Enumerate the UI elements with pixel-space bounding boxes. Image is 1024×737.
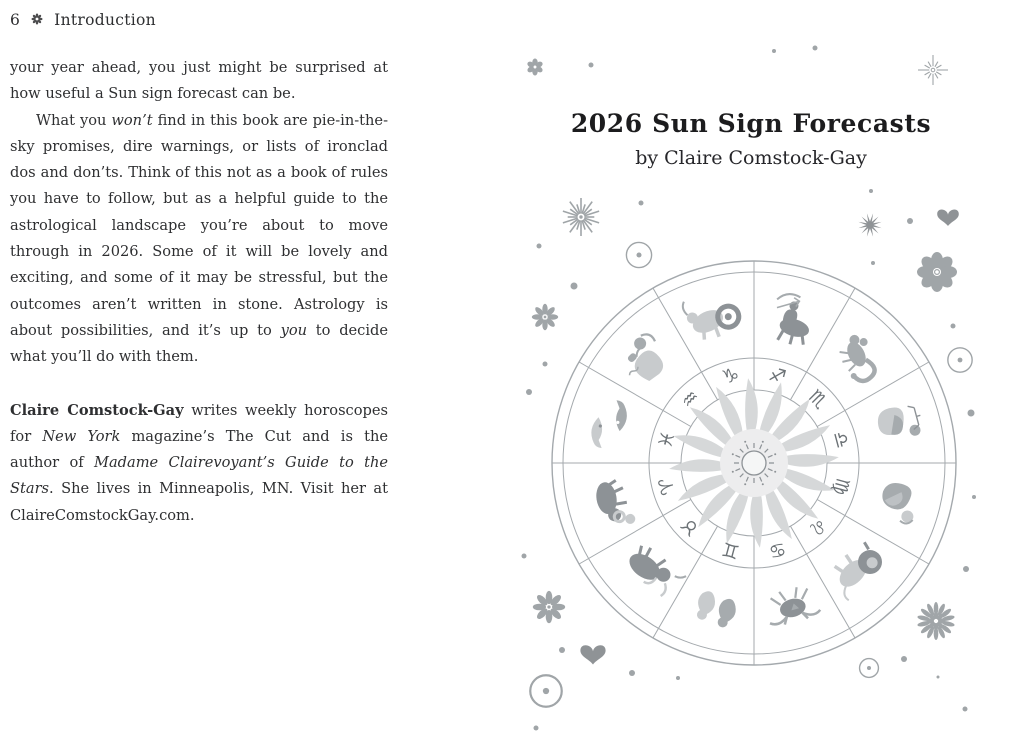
ring-dot-icon [860,659,879,678]
cancer-glyph: ♋ [766,537,789,563]
dot [676,676,680,680]
author-bio [10,398,388,529]
paragraph [10,55,388,108]
dot [972,495,976,499]
dahlia-icon [917,602,955,640]
dot [963,707,968,712]
text-run: you [280,321,308,339]
text-run: . She lives in Minneapolis, MN. Visit her at ClaireComstockGay.com. [10,480,388,524]
libra-glyph: ♎ [828,428,854,451]
text-run: your year ahead, you just might be surprised at how useful a Sun sign forecast can be. [10,59,388,103]
flower6-icon [526,59,543,76]
pisces-glyph: ♓ [654,428,680,451]
text-run: writes weekly horoscopes for [10,401,388,445]
dot [571,283,578,290]
sagittarius-glyph: ♐ [766,363,789,389]
dot [589,63,594,68]
dot [526,389,532,395]
flower8-icon [532,304,558,330]
aquarius-glyph: ♒ [676,385,705,414]
paragraph [10,108,388,371]
heart-icon [580,645,605,664]
sparkle-icon [918,55,948,85]
dot [559,647,565,653]
virgo-glyph: ♍ [828,475,854,498]
taurus-illustration [622,538,686,602]
flower-icon [31,11,43,29]
zodiac-wheel [552,261,956,665]
ring-dot-icon [626,242,651,267]
dot [963,566,969,572]
dot [951,324,956,329]
running-head [10,11,156,29]
petal-flower-icon [917,252,957,292]
byline: by Claire Comstock-Gay [635,147,867,169]
sagittarius-illustration [767,291,817,348]
pisces-illustration [588,396,631,453]
running-head-title: Introduction [54,11,156,29]
text-run: Claire Comstock-Gay [10,401,184,419]
text-run: to decide what you’ll do with them. [10,321,388,366]
gemini-glyph: ♊ [719,537,742,563]
burst-icon [563,198,599,236]
text-run: New York [42,427,121,445]
scorpio-glyph: ♏ [803,385,832,414]
aries-illustration [591,476,636,531]
dot [907,218,913,224]
text-run: Madame Clairevoyant’s Guide to the Stars [10,454,389,498]
dot [968,410,975,417]
page-title: 2026 Sun Sign Forecasts [570,109,932,138]
heart-icon [937,210,959,226]
libra-illustration [875,401,926,445]
aquarius-illustration [615,330,674,389]
page-number: 6 [10,11,21,29]
gemini-illustration [693,589,739,630]
intro-body-text [10,55,388,371]
dot [813,46,818,51]
leo-illustration [825,538,887,600]
dot [869,189,873,193]
left-text-column [10,55,388,529]
spiky-sun-icon [858,213,881,236]
taurus-glyph: ♉ [676,512,705,541]
ring-dot-icon [530,675,562,707]
flower-icon [31,13,43,25]
dot [871,261,875,265]
dot [901,656,907,662]
ring-dot-icon [948,348,972,372]
dot [534,726,539,731]
capricorn-glyph: ♑ [719,363,742,389]
dot [937,676,940,679]
dot [543,362,548,367]
cancer-illustration [763,583,822,628]
text-run: What you [36,111,112,129]
dot [629,670,635,676]
aries-glyph: ♈ [654,475,680,498]
text-run: won’t [111,111,153,129]
flower8-icon [533,591,565,623]
dot [537,244,542,249]
virgo-illustration [877,480,921,525]
scorpio-illustration [830,330,887,387]
leo-glyph: ♌ [803,512,832,541]
text-run: find in this book are pie-in-the-sky promises, dire warnings, or lists of ironclad dos and don’ts. Think of this not as a book of rules you have to follow, but as a helpful guide to the astrological landscape you’re about to move through in 2026. Some of it will be lovely and exciting, and some of it may be stressful, but the outcomes aren’t written in stone. Astrology is about possibilities, and it’s up to [10,111,388,339]
dot [639,201,644,206]
capricorn-illustration [681,289,742,344]
text-run: magazine’s The Cut and is the author of [10,427,388,472]
dot [772,49,776,53]
dot [522,554,527,559]
